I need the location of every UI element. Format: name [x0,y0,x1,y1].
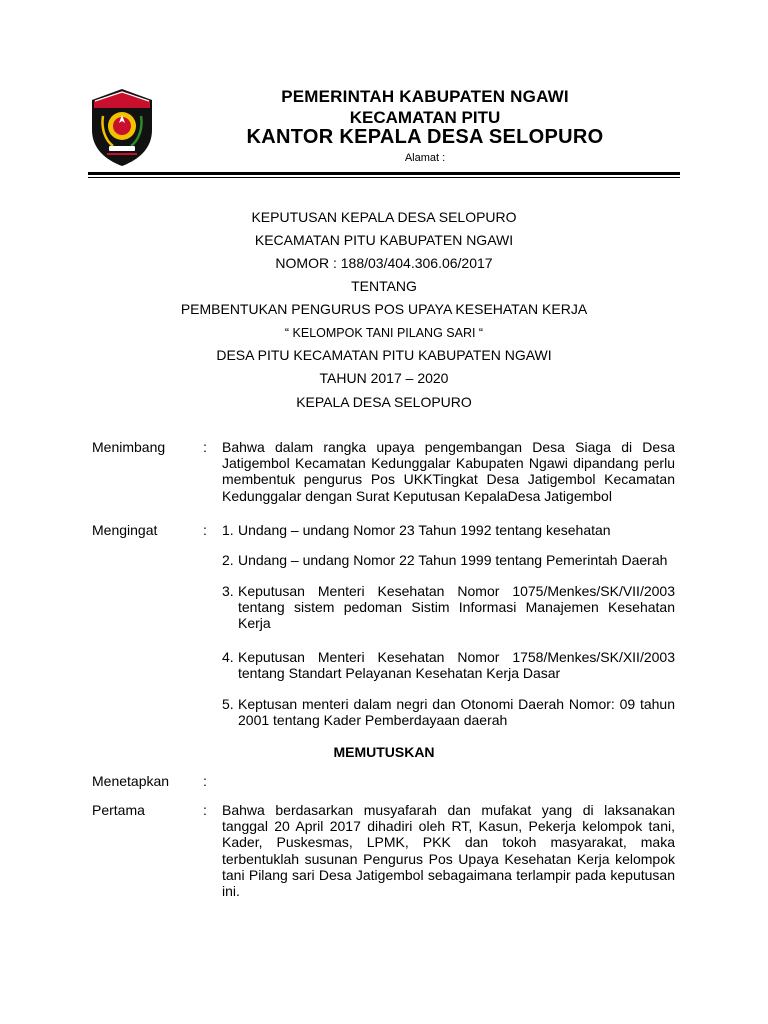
menimbang-colon: : [203,439,207,455]
pertama-text: Bahwa berdasarkan musyafarah dan mufakat yang di laksanakan tanggal 20 April 2017 dihadiri oleh RT, Kasun, Pekerja kelompok tani, Kader, Puskesmas, LPMK, PKK dan tokoh masyarakat, maka terbentuklah susunan Pengurus Pos Upaya Kesehatan Kerja kelompok tani Pilang sari Desa Jatigembol sebagaimana terlampir pada keputusan ini. [222,802,675,900]
mengingat-item-number: 2. [222,552,234,568]
mengingat-item-text: Undang – undang Nomor 22 Tahun 1999 tentang Pemerintah Daerah [238,552,668,568]
decision-heading: MEMUTUSKAN [333,744,435,760]
menimbang-text: Bahwa dalam rangka upaya pengembangan Desa Siaga di Desa Jatigembol Kecamatan Kedunggalar Kabupaten Ngawi dipandang perlu membentuk pengurus Pos UKKTingkat Desa Jatigembol Kecamatan Kedunggalar dengan Surat Keputusan KepalaDesa Jatigembol [222,439,675,504]
title-village: DESA PITU KECAMATAN PITU KABUPATEN NGAWI [216,347,552,363]
menetapkan-colon: : [203,773,207,789]
menimbang-label: Menimbang [92,439,166,455]
title-group-name: “ KELOMPOK TANI PILANG SARI “ [284,326,484,340]
header-divider-thin [88,177,680,178]
pertama-colon: : [203,802,207,818]
title-subdistrict: KECAMATAN PITU KABUPATEN NGAWI [254,232,514,248]
title-signatory: KEPALA DESA SELOPURO [296,394,472,410]
pertama-label: Pertama [92,802,145,818]
mengingat-item-text: Keputusan Menteri Kesehatan Nomor 1758/Menkes/SK/XII/2003 tentang Standart Pelayanan Kesehatan Kerja Dasar [238,649,675,682]
mengingat-item-text: Undang – undang Nomor 23 Tahun 1992 tentang kesehatan [238,522,611,538]
mengingat-item-number: 1. [222,522,234,538]
letterhead-address: Alamat : [404,152,446,164]
title-subject: PEMBENTUKAN PENGURUS POS UPAYA KESEHATAN KERJA [180,301,588,317]
mengingat-label: Mengingat [92,522,158,538]
mengingat-item-text: Keptusan menteri dalam negri dan Otonomi Daerah Nomor: 09 tahun 2001 tentang Kader Pemberdayaan daerah [238,696,675,729]
title-year: TAHUN 2017 – 2020 [319,370,449,386]
letterhead-district: KECAMATAN PITU [349,108,501,127]
mengingat-colon: : [203,522,207,538]
title-about: TENTANG [351,278,417,294]
regency-crest-logo [89,86,155,168]
mengingat-item-text: Keputusan Menteri Kesehatan Nomor 1075/Menkes/SK/VII/2003 tentang sistem pedoman Sistim Informasi Manajemen Kesehatan Kerja [238,583,675,632]
menetapkan-label: Menetapkan [92,773,170,789]
title-decree: KEPUTUSAN KEPALA DESA SELOPURO [251,209,517,225]
header-divider-thick [88,172,680,175]
letterhead-government: PEMERINTAH KABUPATEN NGAWI [281,87,569,106]
mengingat-item-number: 5. [222,696,234,712]
title-number: NOMOR : 188/03/404.306.06/2017 [275,255,493,271]
mengingat-item-number: 4. [222,649,234,665]
mengingat-item-number: 3. [222,583,234,599]
letterhead-office: KANTOR KEPALA DESA SELOPURO [246,126,604,148]
